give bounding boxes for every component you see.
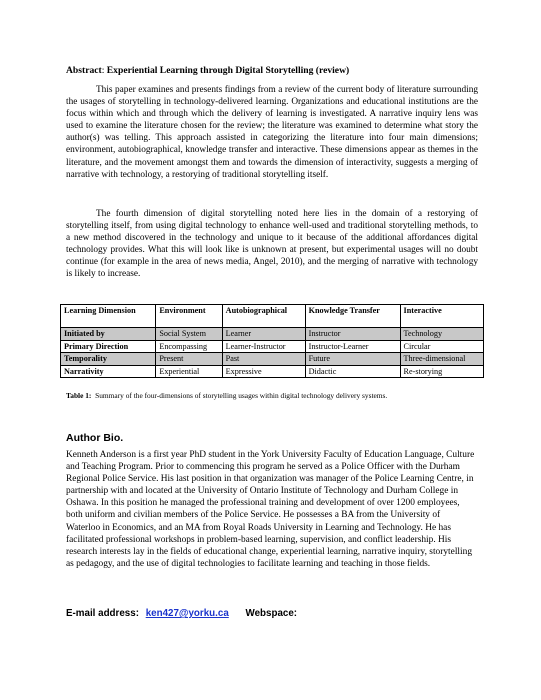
table-cell: Learner — [222, 328, 305, 341]
table-row-header: Narrativity — [61, 365, 156, 378]
table-cell: Present — [156, 353, 222, 366]
table-header-cell: Interactive — [400, 305, 483, 328]
table-cell: Circular — [400, 340, 483, 353]
table-cell: Past — [222, 353, 305, 366]
table-cell: Future — [305, 353, 400, 366]
table-cell: Social System — [156, 328, 222, 341]
table-header-row — [61, 305, 484, 328]
table-cell: Expressive — [222, 365, 305, 378]
table-row-header: Temporality — [61, 353, 156, 366]
abstract-label: Abstract — [66, 65, 102, 76]
table-header-cell: Autobiographical — [222, 305, 305, 328]
table-row — [61, 353, 484, 366]
table-cell: Instructor-Learner — [305, 340, 400, 353]
dimensions-table — [60, 304, 484, 378]
email-link[interactable]: ken427@yorku.ca — [145, 608, 229, 619]
table-cell: Didactic — [305, 365, 400, 378]
abstract-paragraph-1: This paper examines and presents findings from a review of the current body of literature surrounding the usages of storytelling in technology-delivered learning. Organizations and educational institutions are the focus within which and through which the delivery of learning is investigated. A narrative inquiry lens was used to examine the literature chosen for the review; the literature was examined to determine what story the author(s) was telling. This approach assisted in categorizing the literature into four main dimensions; environment, autobiographical, knowledge transfer and interactive. These dimensions appear as themes in the literature, and the movement amongst them and towards the dimension of interactivity, suggests a merging of narrative with technology, a restorying of traditional storytelling itself. — [66, 85, 478, 180]
abstract-paragraph-2: The fourth dimension of digital storytelling noted here lies in the domain of a restorying of storytelling itself, from using digital technology to enhance well-used and traditional storytelling methods, to a new method discovered in the technology and unique to it because of the additional affordances digital technology provides. What this will look like is unknown at present, but experimental usages will no doubt continue (for example in the area of news media, Angel, 2010), and the merging of narrative with technology is likely to increase. — [66, 209, 478, 280]
table-cell: Instructor — [305, 328, 400, 341]
abstract-title: Experiential Learning through Digital Storytelling (review) — [106, 65, 350, 76]
table-row — [61, 328, 484, 341]
abstract-heading — [66, 64, 486, 77]
contact-line — [66, 608, 297, 619]
table-cell: Learner-Instructor — [222, 340, 305, 353]
abstract-separator: : — [101, 65, 107, 76]
table-row-header: Initiated by — [61, 328, 156, 341]
table-caption — [66, 391, 486, 401]
email-label: E-mail address: — [66, 608, 139, 619]
table-cell: Experiential — [156, 365, 222, 378]
table-header-cell: Knowledge Transfer — [305, 305, 400, 328]
table-caption-label: Table 1: — [66, 391, 92, 400]
author-bio-text: Kenneth Anderson is a first year PhD student in the York University Faculty of Education Language, Culture and Teaching Program. Prior to commencing this program he served as a Police Officer with the Durham Regional Police Service. His last position in that organization was manager of the Police Learning Centre, in partnership with and located at the University of Ontario Institute of Technology and Durham College in Oshawa. In this position he managed the professional training and development of over 1200 employees, both uniform and civilian members of the Police Service. He possesses a BA from the University of Waterloo in Economics, and an MA from Royal Roads University in Learning and Technology. He has facilitated professional workshops in problem-based learning, supervision, and conflict leadership. His research interests lay in the fields of educational change, experiential learning, narrative inquiry, storytelling as pedagogy, and the use of digital technologies to facilitate learning and teaching in those fields. — [66, 450, 475, 569]
table-header-cell: Learning Dimension — [61, 305, 156, 328]
table-row-header: Primary Direction — [61, 340, 156, 353]
table-cell: Re-storying — [400, 365, 483, 378]
webspace-label: Webspace: — [245, 608, 298, 619]
table-caption-text: Summary of the four-dimensions of storytelling usages within digital technology delivery systems. — [95, 391, 388, 400]
table-row — [61, 365, 484, 378]
table-cell: Three-dimensional — [400, 353, 483, 366]
table-header-cell: Environment — [156, 305, 222, 328]
table-row — [61, 340, 484, 353]
author-bio-heading: Author Bio. — [66, 432, 124, 444]
table-cell: Technology — [400, 328, 483, 341]
table-cell: Encompassing — [156, 340, 222, 353]
